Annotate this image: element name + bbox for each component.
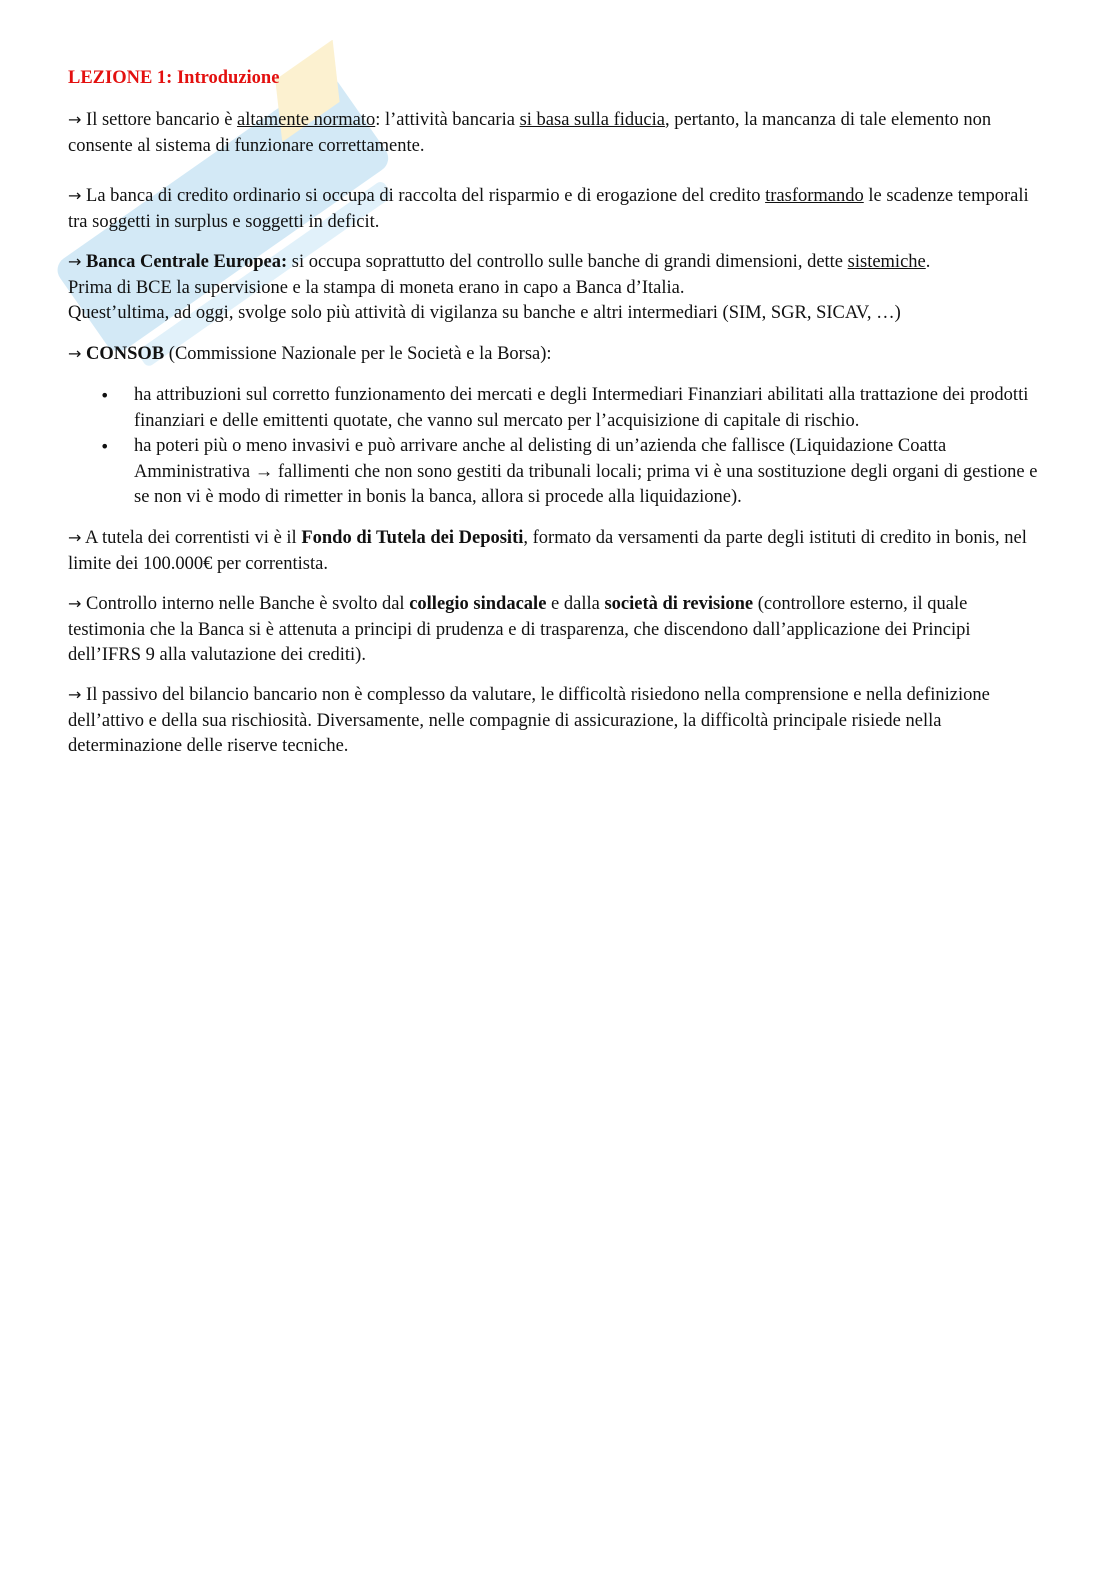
list-item bbox=[68, 383, 1043, 434]
underlined-text: si basa sulla fiducia bbox=[519, 110, 665, 130]
arrow-icon: → bbox=[68, 528, 82, 547]
bold-term: Fondo di Tutela dei Depositi bbox=[301, 528, 524, 548]
list-item-text: ha poteri più o meno invasivi e può arrivare anche al delisting di un’azienda che fallisce (Liquidazione Coatta Amministrativa → fallimenti che non sono gestiti da tribunali locali; prima vi è una sostituzione degli organi di gestione e se non vi è modo di rimetter in bonis la banca, allora si procede alla liquidazione). bbox=[134, 436, 1038, 507]
text-segment: Il passivo del bilancio bancario non è complesso da valutare, le difficoltà risiedono nella comprensione e nella definizione dell’attivo e della sua rischiosità. Diversamente, nelle compagnie di assicurazione, la difficoltà principale risiede nella determinazione delle riserve tecniche. bbox=[68, 685, 990, 756]
arrow-icon: → bbox=[68, 186, 82, 205]
text-segment: (Commissione Nazionale per le Società e la Borsa): bbox=[164, 344, 552, 364]
list-item-text: ha attribuzioni sul corretto funzionamento dei mercati e degli Intermediari Finanziari abilitati alla trattazione dei prodotti finanziari e delle emittenti quotate, che vanno sul mercato per l’acquisizione di capitale di rischio. bbox=[134, 385, 1029, 431]
paragraph-passivo-bilancio bbox=[68, 682, 1043, 760]
bold-term: Banca Centrale Europea: bbox=[86, 252, 288, 272]
consob-bullet-list bbox=[68, 383, 1043, 511]
bold-term: CONSOB bbox=[86, 344, 165, 364]
underlined-text: altamente normato bbox=[237, 110, 376, 130]
arrow-icon: → bbox=[68, 594, 82, 613]
underlined-text: sistemiche bbox=[847, 252, 926, 272]
paragraph-fondo-tutela bbox=[68, 525, 1043, 577]
text-line: Prima di BCE la supervisione e la stampa di moneta erano in capo a Banca d’Italia. bbox=[68, 277, 685, 298]
bold-term: società di revisione bbox=[604, 594, 754, 614]
page-title: LEZIONE 1: Introduzione bbox=[68, 68, 280, 88]
text-segment: La banca di credito ordinario si occupa di raccolta del risparmio e di erogazione del credito bbox=[86, 186, 766, 206]
text-segment: , pertanto, la mancanza di tale elemento non consente al sistema di funzionare correttamente. bbox=[68, 110, 992, 156]
text-segment: A tutela dei correntisti vi è il bbox=[85, 528, 302, 548]
text-segment: . bbox=[925, 252, 931, 272]
paragraph-consob bbox=[68, 341, 1043, 368]
arrow-icon: → bbox=[68, 685, 82, 704]
text-segment: Controllo interno nelle Banche è svolto dal bbox=[86, 594, 410, 614]
text-segment: si occupa soprattutto del controllo sulle banche di grandi dimensioni, dette bbox=[287, 252, 848, 272]
paragraph-bce bbox=[68, 249, 1043, 327]
bullet-icon: • bbox=[100, 437, 110, 456]
text-segment: , formato da versamenti da parte degli istituti di credito in bonis, nel limite dei 100.000€ per correntista. bbox=[68, 528, 1027, 574]
underlined-text: trasformando bbox=[765, 186, 864, 206]
text-segment: le scadenze temporali tra soggetti in surplus e soggetti in deficit. bbox=[68, 186, 1029, 232]
text-segment: : l’attività bancaria bbox=[375, 110, 520, 130]
text-segment: Il settore bancario è bbox=[86, 110, 238, 130]
bullet-icon: • bbox=[100, 386, 110, 405]
text-segment: (controllore esterno, il quale testimonia che la Banca si è attenuta a principi di prudenza e di trasparenza, che discendono dall’applicazione dei Principi dell’IFRS 9 alla valutazione dei crediti). bbox=[68, 594, 971, 665]
paragraph-controllo-interno bbox=[68, 591, 1043, 669]
bold-term: collegio sindacale bbox=[409, 594, 547, 614]
paragraph-settore-bancario bbox=[68, 107, 1043, 159]
text-line: Quest’ultima, ad oggi, svolge solo più attività di vigilanza su banche e altri intermediari (SIM, SGR, SICAV, …) bbox=[68, 303, 901, 323]
arrow-icon: → bbox=[68, 110, 82, 129]
arrow-icon: → bbox=[68, 344, 82, 363]
paragraph-banca-credito bbox=[68, 183, 1043, 235]
arrow-icon: → bbox=[68, 252, 82, 271]
list-item bbox=[68, 434, 1043, 511]
text-segment: e dalla bbox=[546, 594, 605, 614]
